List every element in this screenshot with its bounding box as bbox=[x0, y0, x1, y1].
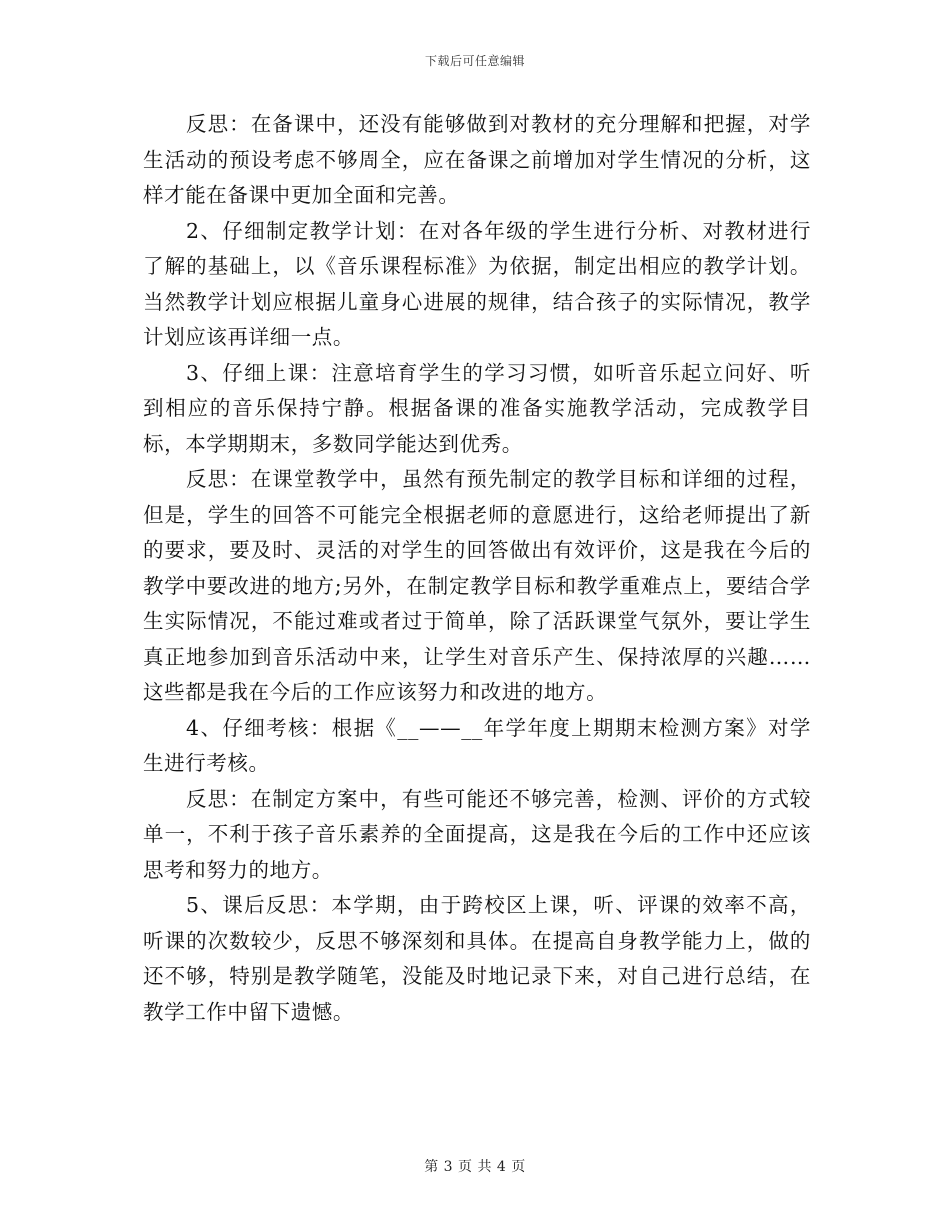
paragraph-reflection-lesson-prep: 反思：在备课中，还没有能够做到对教材的充分理解和把握，对学生活动的预设考虑不够周全，应在备课之前增加对学生情况的分析，这样才能在备课中更加全面和完善。 bbox=[143, 112, 811, 207]
paragraph-assessment: 4、仔细考核：根据《__——__年学年度上期期末检测方案》对学生进行考核。 bbox=[143, 715, 811, 775]
paragraph-reflection-classroom: 反思：在课堂教学中，虽然有预先制定的教学目标和详细的过程，但是，学生的回答不可能完全根据老师的意愿进行，这给老师提出了新的要求，要及时、灵活的对学生的回答做出有效评价，这是我在今后的教学中要改进的地方;另外，在制定教学目标和教学重难点上，要结合学生实际情况，不能过难或者过于简单，除了活跃课堂气氛外，要让学生真正地参加到音乐活动中来，让学生对音乐产生、保持浓厚的兴趣……这些都是我在今后的工作应该努力和改进的地方。 bbox=[143, 467, 811, 704]
paragraph-teaching-plan: 2、仔细制定教学计划：在对各年级的学生进行分析、对教材进行了解的基础上，以《音乐课程标准》为依据，制定出相应的教学计划。当然教学计划应根据儿童身心进展的规律，结合孩子的实际情况，教学计划应该再详细一点。 bbox=[143, 218, 811, 349]
paragraph-after-class-reflection: 5、课后反思：本学期，由于跨校区上课，听、评课的效率不高，听课的次数较少，反思不够深刻和具体。在提高自身教学能力上，做的还不够，特别是教学随笔，没能及时地记录下来，对自己进行总结，在教学工作中留下遗憾。 bbox=[143, 893, 811, 1024]
paragraph-classroom-teaching: 3、仔细上课：注意培育学生的学习习惯，如听音乐起立问好、听到相应的音乐保持宁静。根据备课的准备实施教学活动，完成教学目标，本学期期末，多数同学能达到优秀。 bbox=[143, 360, 811, 456]
header-note: 下载后可任意编辑 bbox=[424, 54, 525, 68]
paragraph-reflection-assessment: 反思：在制定方案中，有些可能还不够完善，检测、评价的方式较单一，不利于孩子音乐素养的全面提高，这是我在今后的工作中还应该思考和努力的地方。 bbox=[143, 786, 811, 882]
document-body bbox=[143, 107, 811, 1030]
page-number: 第 3 页 共 4 页 bbox=[424, 1159, 526, 1175]
